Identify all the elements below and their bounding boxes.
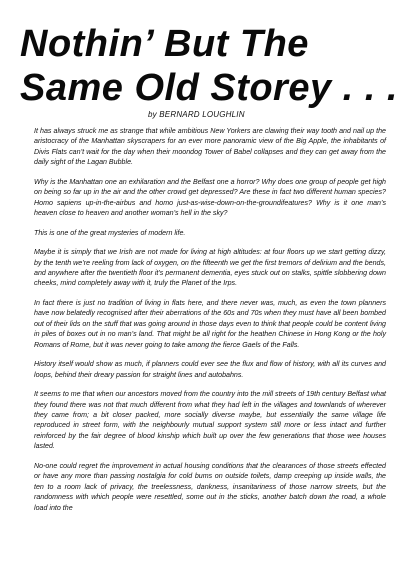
paragraph: This is one of the great mysteries of modern life. (34, 228, 186, 237)
paragraph: Maybe it is simply that we Irish are not made for living at high altitudes: at four floors up we start getting dizzy, by the tenth we’re reeling from lack of oxygen, on the fifteenth we get the first tremors of delirium and the bends, and anywhere after the twentieth floor it’s permanent dementia, eyes stuck out on stalks, spittle slobbering down cheeks, mind completely away with it, truly the Planet of the Irps. (34, 248, 386, 288)
paragraph: History itself would show as much, if planners could ever see the flux and flow of history, with all its curves and loops, behind their dreary passion for straight lines and autobahns. (34, 360, 386, 379)
paragraph: Why is the Manhattan one an exhilaration and the Belfast one a horror? Why does one group of people get high on being so far up in the air and the other crowd get depressed? Are these in fact two different human species? Homo sapiens up-in-the-airbus and homo just-as-wise-down-on-the-groundifeatures? Why is it one man’s heaven close to heaven and another woman’s hell in the sky? (34, 177, 386, 218)
article-title (20, 22, 400, 110)
paragraph: In fact there is just no tradition of living in flats here, and there never was, much, as even the town planners have now belatedly recognised after their aberrations of the 60s and 70s when they must have all been bombed out of their lids on the stuff that was going around in those days even to think that people could be content living in piles of boxes out in no man’s land. That might be all right for the heathen Chinese in Hong Kong or the holy Romans of Rome, but it was never going to take among the fierce Gaels of the Falls. (34, 299, 386, 349)
title-line-2: Same Old Storey . . . (20, 67, 398, 109)
title-line-1: Nothin’ But The (20, 23, 309, 65)
paragraph: No-one could regret the improvement in actual housing conditions that the clearances of those streets effected or have any more than passing nostalgia for cold bums on outside toilets, damp creeping up inside walls, the ten to a room lack of privacy, the treelessness, dankness, insanitariness of those narrow streets, but the randomness with which people were resettled, some out in the sticks, another batch down the road, a whole load into the (34, 461, 386, 512)
article-body (34, 126, 386, 522)
paragraph: It has always struck me as strange that while ambitious New Yorkers are clawing their way tooth and nail up the aristocracy of the Manhattan skyscrapers for an ever more panoramic view of the Big Apple, the inhabitants of Divis Flats can’t wait for the day when their moondog Tower of Babel collapses and they can get away from the daily sight of the Lagan Bubble. (34, 127, 386, 167)
byline: by BERNARD LOUGHLIN (148, 110, 245, 119)
paragraph: It seems to me that when our ancestors moved from the country into the mill streets of 19th century Belfast what they found there was not that much different from what they had left in the villages and townlands of wherever they came from; a bit closer packed, more socially diverse maybe, but essentially the same village life reproduced in street form, with the neighbourly mutual support system still more or less intact and further reinforced by the fair degree of blood kinship which built up over the few generations that those wee houses lasted. (34, 390, 386, 451)
